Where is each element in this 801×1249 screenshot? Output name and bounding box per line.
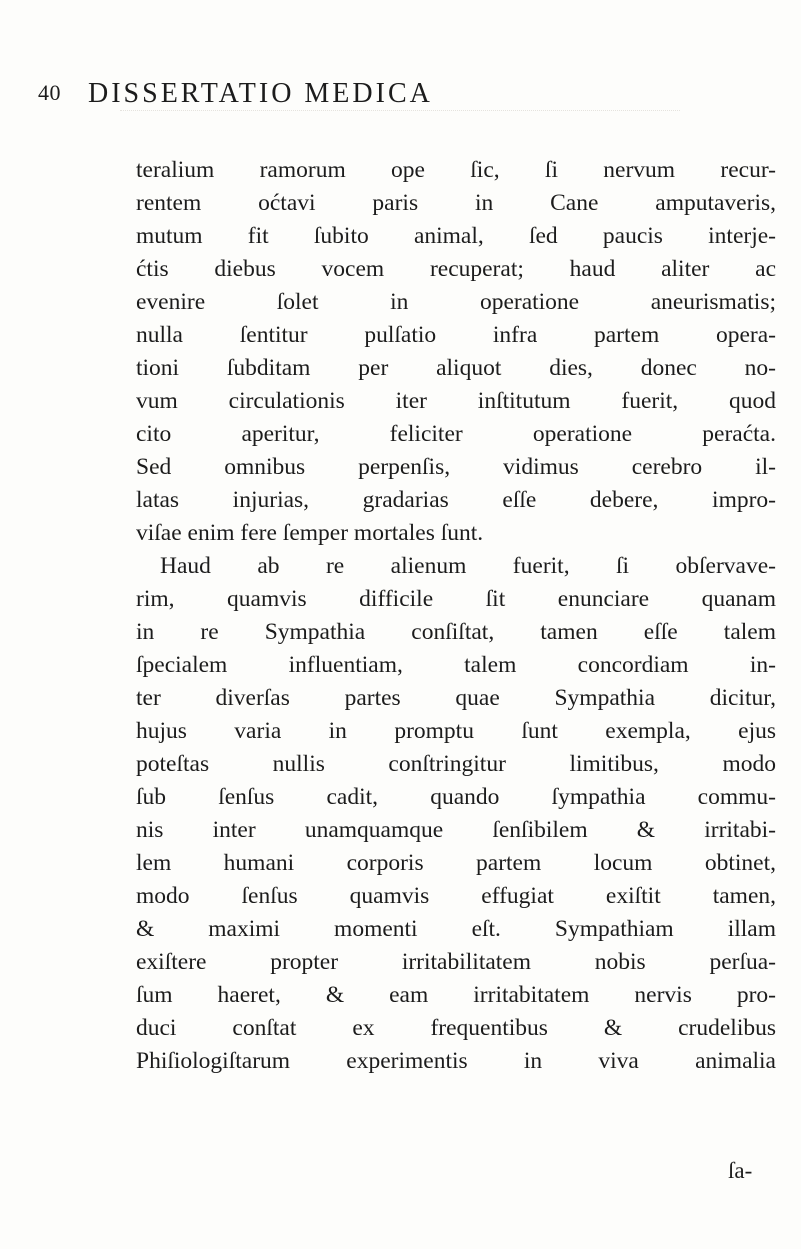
text-line: ſub ſenſus cadit, quando ſympathia commu- [136,784,776,810]
text-line: latas injurias, gradarias eſſe debere, impro- [136,487,776,513]
text-line: modo ſenſus quamvis effugiat exiſtit tamen, [136,883,776,909]
text-line: rentem oćtavi paris in Cane amputaveris, [136,190,776,216]
text-line: viſae enim fere ſemper mortales ſunt. [136,520,484,546]
body-text [136,154,776,1078]
text-line: mutum fit ſubito animal, ſed paucis interje- [136,223,776,249]
text-line: teralium ramorum ope ſic, ſi nervum recur- [136,157,776,183]
text-line: tioni ſubditam per aliquot dies, donec no- [136,355,776,381]
text-line: Phiſiologiſtarum experimentis in viva animalia [136,1048,776,1074]
text-line: ſpecialem influentiam, talem concordiam in- [136,652,776,678]
text-line: hujus varia in promptu ſunt exempla, ejus [136,718,776,744]
text-line: nulla ſentitur pulſatio infra partem opera- [136,322,776,348]
text-line: Sed omnibus perpenſis, vidimus cerebro il- [136,454,776,480]
text-line: rim, quamvis difficile ſit enunciare quanam [136,586,776,612]
text-line: exiſtere propter irritabilitatem nobis perſua- [136,949,776,975]
text-line: lem humani corporis partem locum obtinet, [136,850,776,876]
text-line: & maximi momenti eſt. Sympathiam illam [136,916,776,942]
running-title: DISSERTATIO MEDICA [88,78,433,109]
catchword: ſa- [728,1158,753,1183]
text-line: nis inter unamquamque ſenſibilem & irritabi- [136,817,776,843]
text-line: cito aperitur, feliciter operatione peraćta. [136,421,776,447]
text-line: ſum haeret, & eam irritabitatem nervis pro- [136,982,776,1008]
running-head [38,78,738,118]
text-line: duci conſtat ex frequentibus & crudelibus [136,1015,776,1041]
page-number: 40 [38,80,61,105]
text-line: poteſtas nullis conſtringitur limitibus, modo [136,751,776,777]
text-line: ter diverſas partes quae Sympathia dicitur, [136,685,776,711]
text-line: vum circulationis iter inſtitutum fuerit, quod [136,388,776,414]
text-line: evenire ſolet in operatione aneurismatis; [136,289,776,315]
text-line: in re Sympathia conſiſtat, tamen eſſe talem [136,619,776,645]
paragraph-start-line: Haud ab re alienum fuerit, ſi obſervave- [160,553,776,579]
text-line: ćtis diebus vocem recuperat; haud aliter ac [136,256,776,282]
